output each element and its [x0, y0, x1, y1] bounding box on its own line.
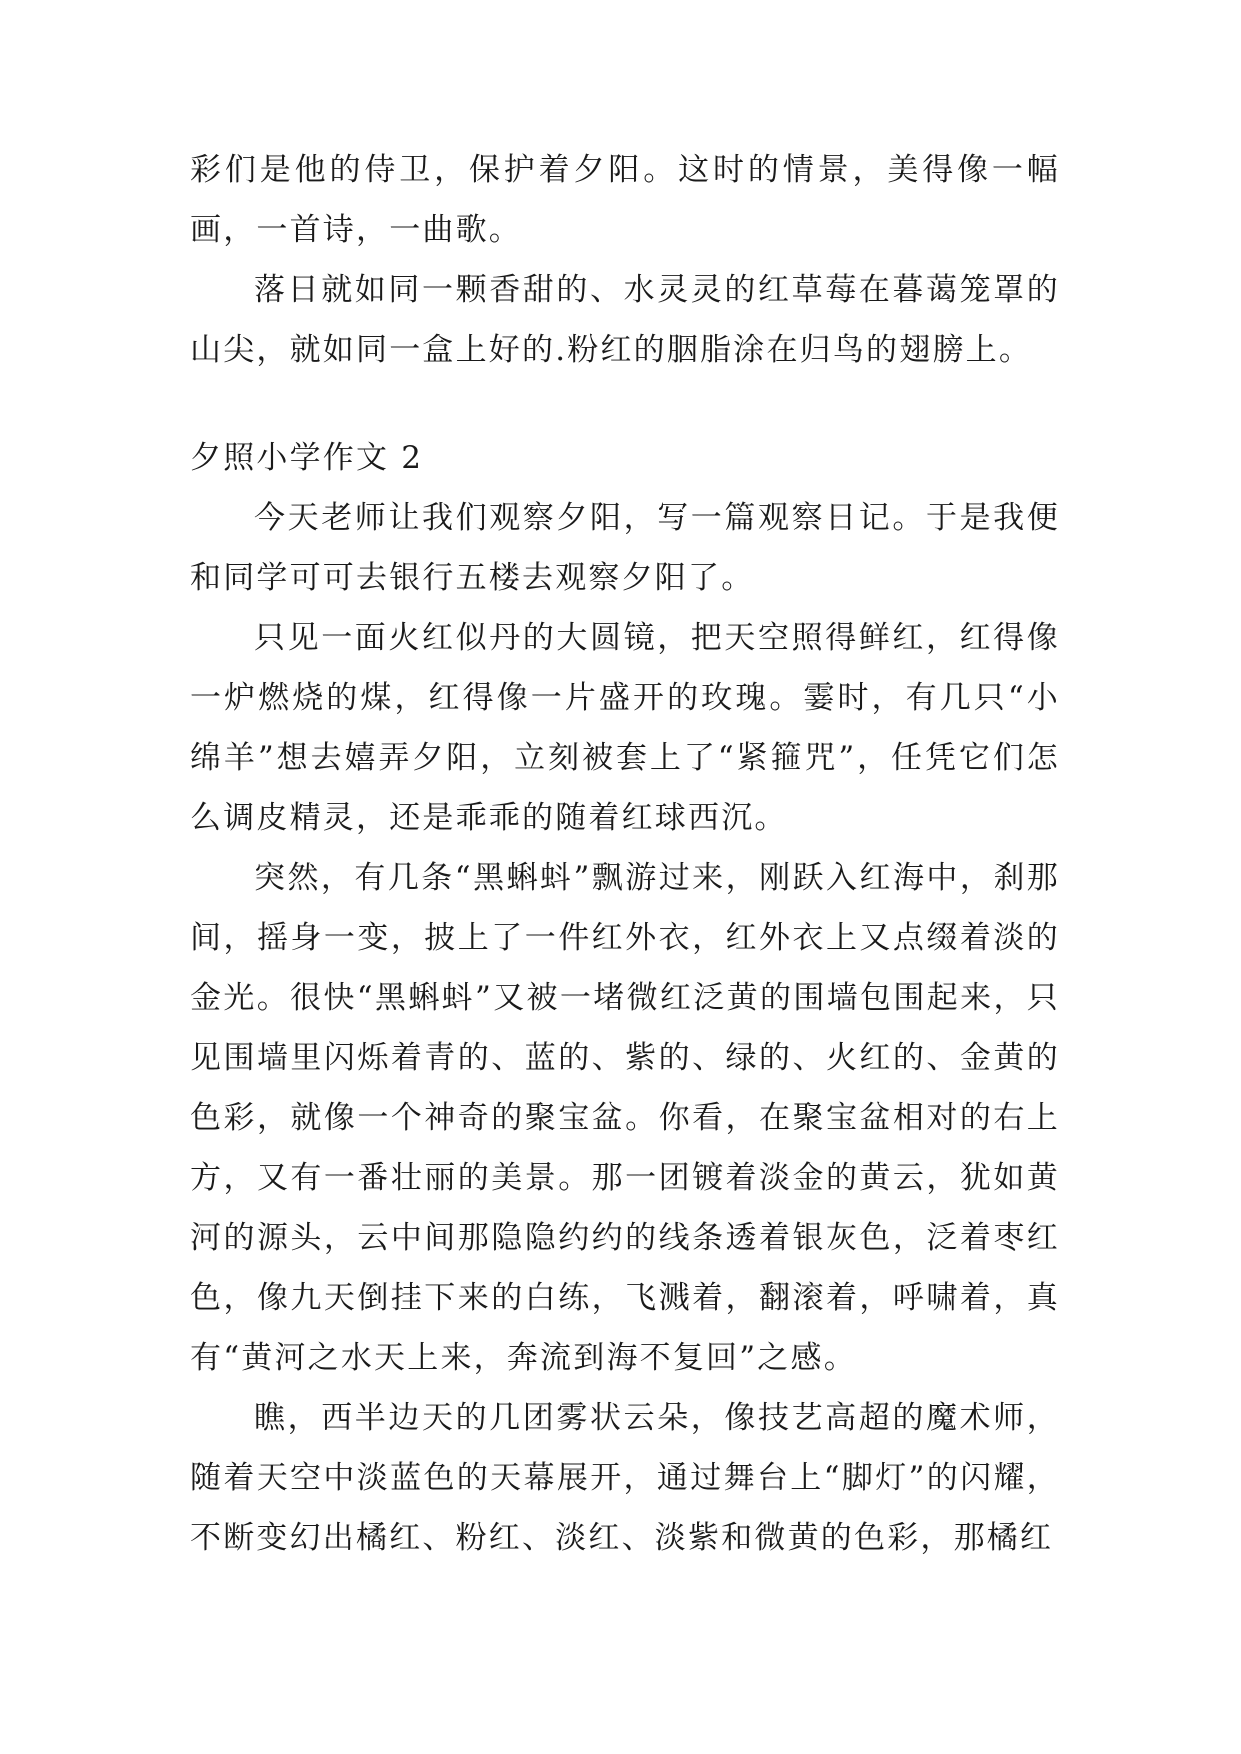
paragraph: 突然，有几条“黑蝌蚪”飘游过来，刚跃入红海中，刹那间，摇身一变，披上了一件红外衣，红外衣上又点缀着淡的金光。很快“黑蝌蚪”又被一堵微红泛黄的围墙包围起来，只见围墙里闪烁着青的、蓝的、紫的、绿的、火红的、金黄的色彩，就像一个神奇的聚宝盆。你看，在聚宝盆相对的右上方，又有一番壮丽的美景。那一团镀着淡金的黄云，犹如黄河的源头，云中间那隐隐约约的线条透着银灰色，泛着枣红色，像九天倒挂下来的白练，飞溅着，翻滚着，呼啸着，真有“黄河之水天上来，奔流到海不复回”之感。	[190, 860, 1060, 1376]
paragraph: 只见一面火红似丹的大圆镜，把天空照得鲜红，红得像一炉燃烧的煤，红得像一片盛开的玫瑰。霎时，有几只“小绵羊”想去嬉弄夕阳，立刻被套上了“紧箍咒”，任凭它们怎么调皮精灵，还是乖乖的随着红球西沉。	[190, 620, 1060, 836]
document-page	[190, 140, 1060, 1568]
paragraph: 落日就如同一颗香甜的、水灵灵的红草莓在暮蔼笼罩的山尖，就如同一盒上好的.粉红的胭脂涂在归鸟的翅膀上。	[190, 272, 1060, 368]
section-title: 夕照小学作文 2	[190, 440, 424, 476]
paragraph: 今天老师让我们观察夕阳，写一篇观察日记。于是我便和同学可可去银行五楼去观察夕阳了。	[190, 500, 1060, 596]
paragraph: 瞧，西半边天的几团雾状云朵，像技艺高超的魔术师，随着天空中淡蓝色的天幕展开，通过舞台上“脚灯”的闪耀，不断变幻出橘红、粉红、淡红、淡紫和微黄的色彩，那橘红	[190, 1400, 1060, 1556]
paragraph: 彩们是他的侍卫，保护着夕阳。这时的情景，美得像一幅画，一首诗，一曲歌。	[190, 152, 1060, 248]
